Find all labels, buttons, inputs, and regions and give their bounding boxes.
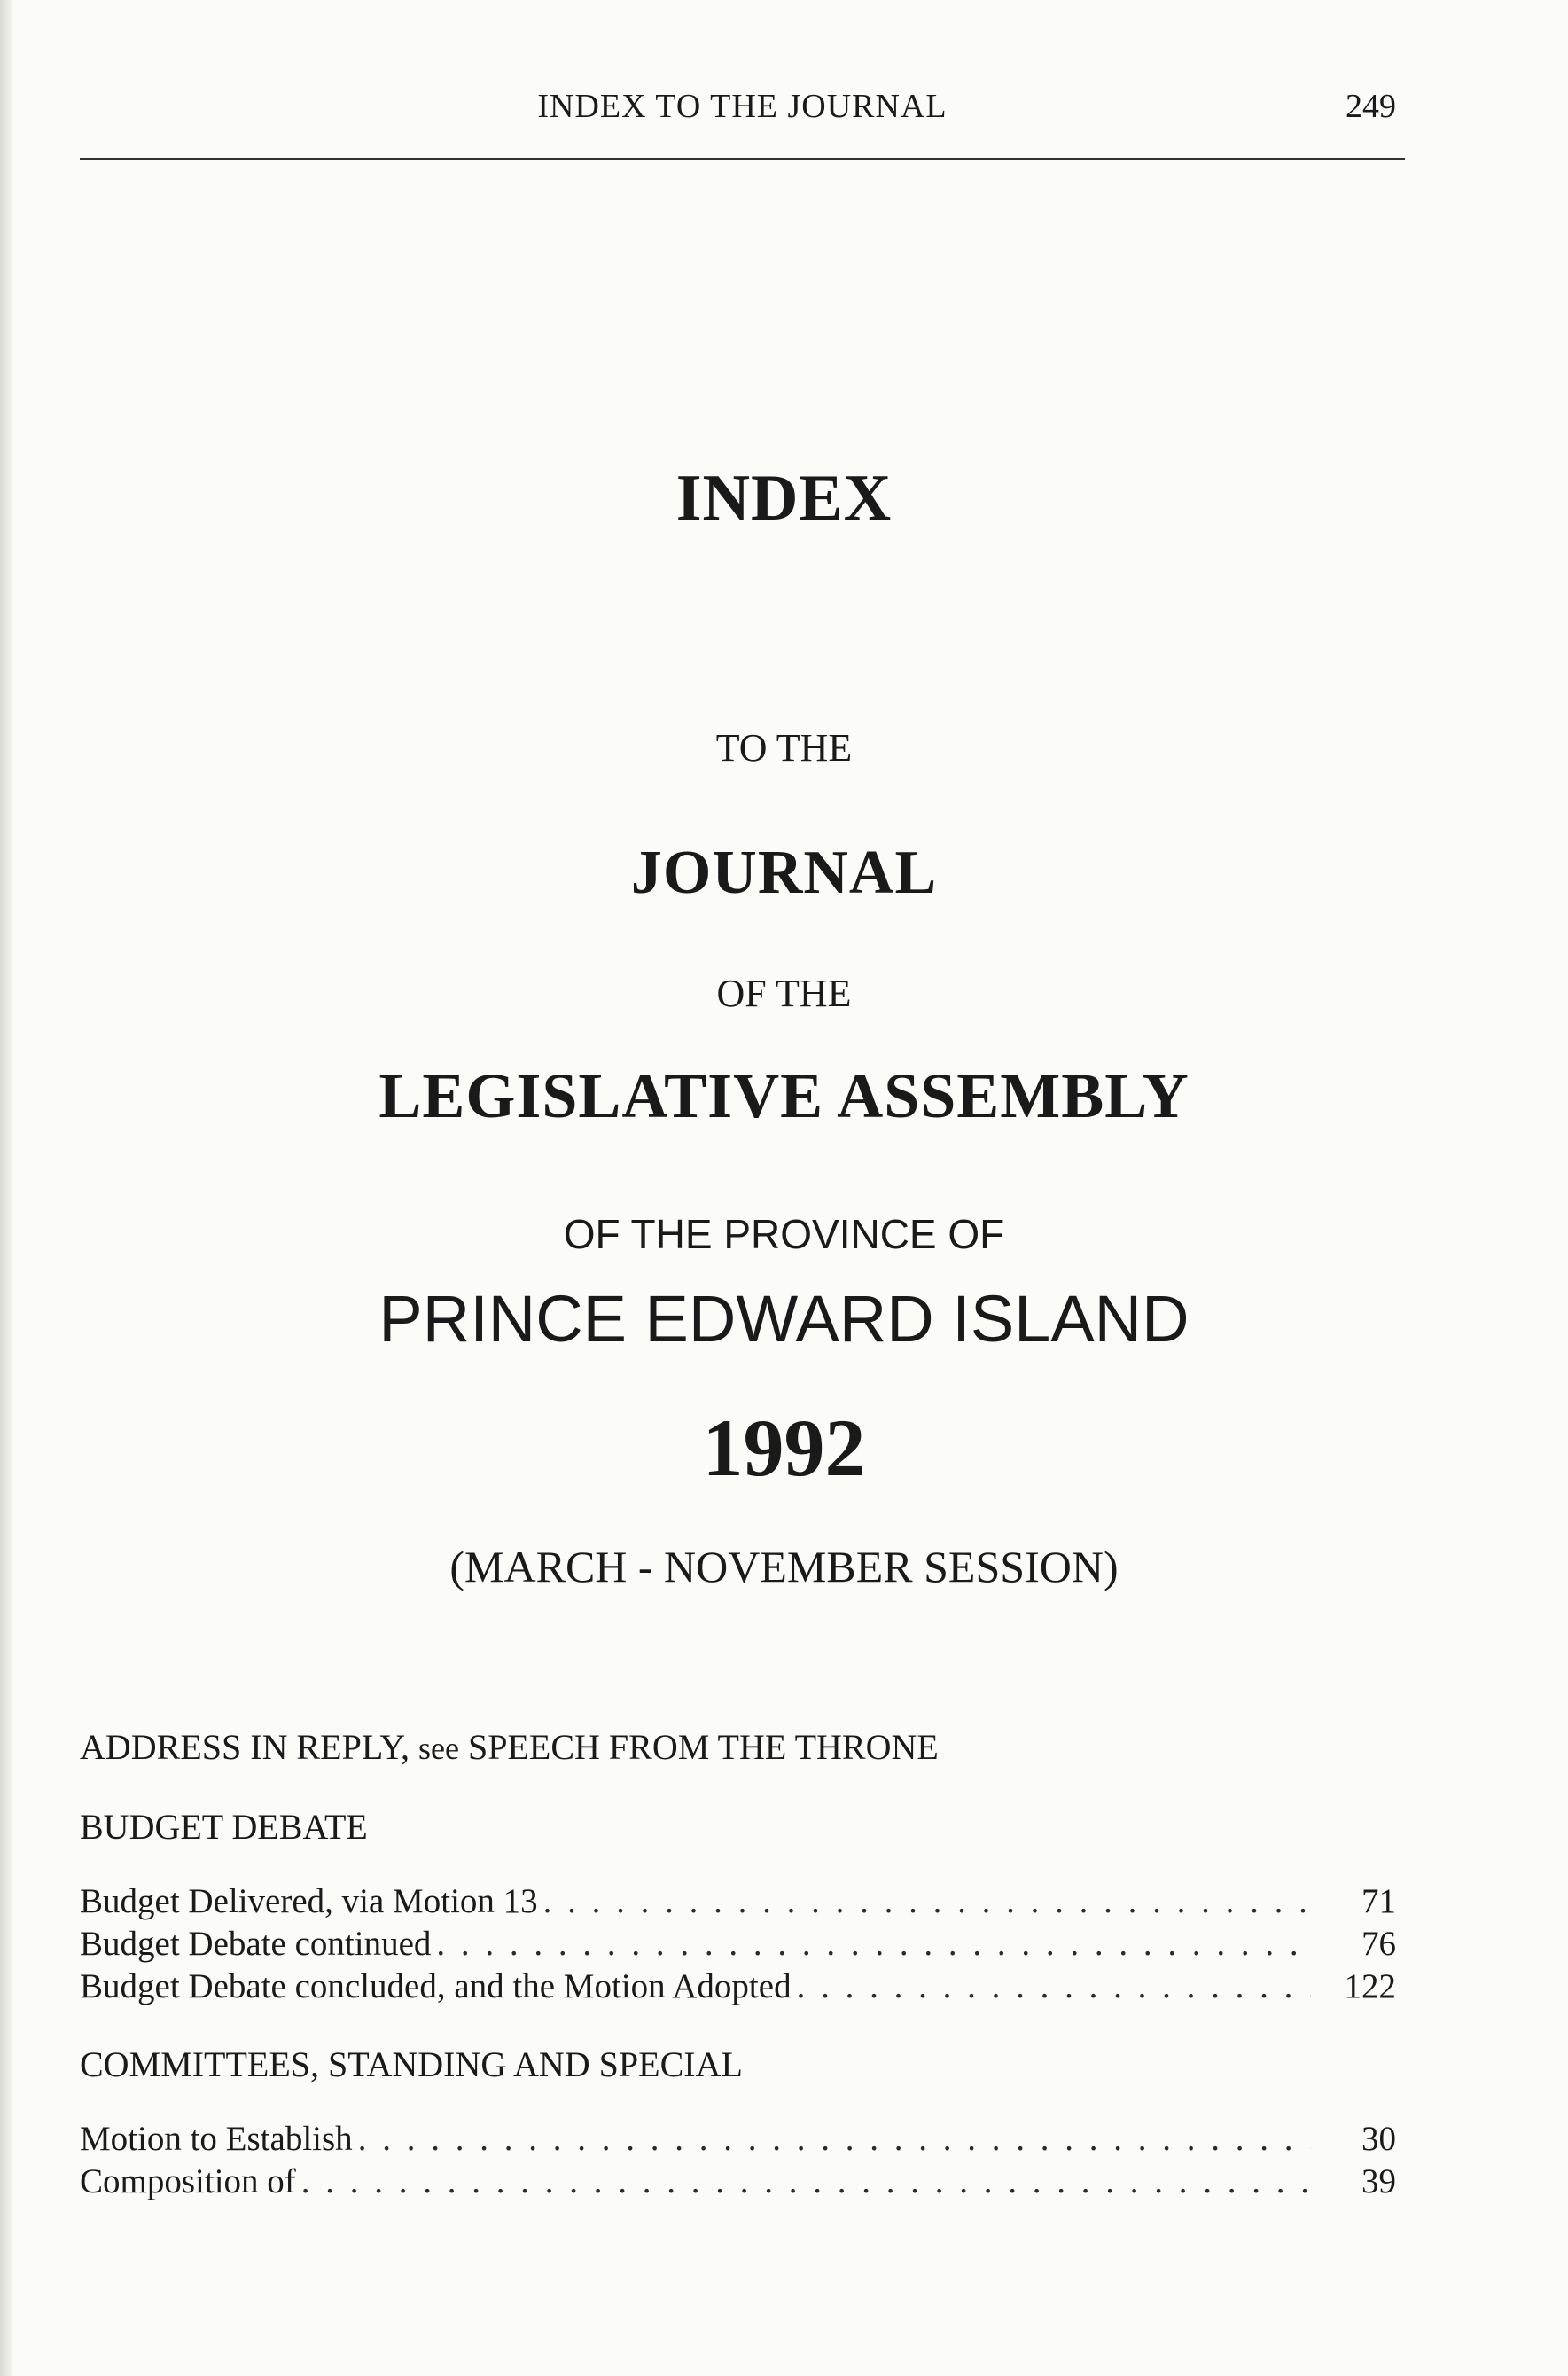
title-index: INDEX	[675, 462, 893, 535]
title-to-the: TO THE	[715, 726, 853, 770]
running-head	[80, 87, 1405, 131]
see-reference: see	[418, 1731, 459, 1766]
index-entry-page: 122	[1344, 1967, 1396, 2005]
index-entry	[80, 1880, 1405, 1923]
title-journal: JOURNAL	[630, 839, 938, 907]
dot-leader	[301, 2161, 1311, 2203]
page-binding-edge	[0, 0, 12, 2376]
index-entry-page: 30	[1361, 2120, 1396, 2158]
header-rule	[80, 158, 1405, 160]
spacer	[80, 2088, 1405, 2118]
title-legislative-assembly: LEGISLATIVE ASSEMBLY	[378, 1060, 1190, 1131]
index-entry	[80, 2118, 1405, 2161]
dot-leader	[436, 1923, 1311, 1966]
title-of-the: OF THE	[716, 972, 852, 1015]
index-entry-page: 71	[1361, 1882, 1396, 1920]
running-head-title: INDEX TO THE JOURNAL	[537, 88, 948, 125]
address-in-reply-main: ADDRESS IN REPLY,	[80, 1727, 410, 1767]
index-entry-label: Budget Debate concluded, and the Motion Adopted	[80, 1967, 792, 2005]
index-body	[80, 1724, 1405, 2203]
spacer	[80, 1770, 1405, 1804]
index-heading-budget-debate: BUDGET DEBATE	[80, 1807, 368, 1847]
title-session: (MARCH - NOVEMBER SESSION)	[449, 1542, 1119, 1591]
index-heading-address-in-reply	[80, 1724, 1405, 1770]
spacer	[80, 2008, 1405, 2042]
index-entry-label: Motion to Establish	[80, 2120, 353, 2158]
index-entry	[80, 2161, 1405, 2203]
index-entry-label: Budget Debate continued	[80, 1925, 432, 1963]
title-year: 1992	[702, 1403, 866, 1493]
index-heading-committees: COMMITTEES, STANDING AND SPECIAL	[80, 2044, 743, 2084]
index-entry-page: 76	[1361, 1925, 1396, 1963]
spacer	[80, 1850, 1405, 1880]
index-entry-label: Budget Delivered, via Motion 13	[80, 1882, 538, 1920]
index-entry	[80, 1923, 1405, 1966]
index-entry-label: Composition of	[80, 2162, 296, 2200]
index-entry-page: 39	[1361, 2162, 1396, 2200]
index-entry	[80, 1966, 1405, 2008]
title-of-the-province-of: OF THE PROVINCE OF	[563, 1211, 1005, 1257]
dot-leader	[543, 1880, 1311, 1923]
dot-leader	[358, 2118, 1311, 2161]
see-reference-target: SPEECH FROM THE THRONE	[467, 1727, 939, 1767]
page-number: 249	[1346, 88, 1396, 125]
title-province-name: PRINCE EDWARD ISLAND	[378, 1282, 1190, 1356]
dot-leader	[797, 1966, 1311, 2008]
